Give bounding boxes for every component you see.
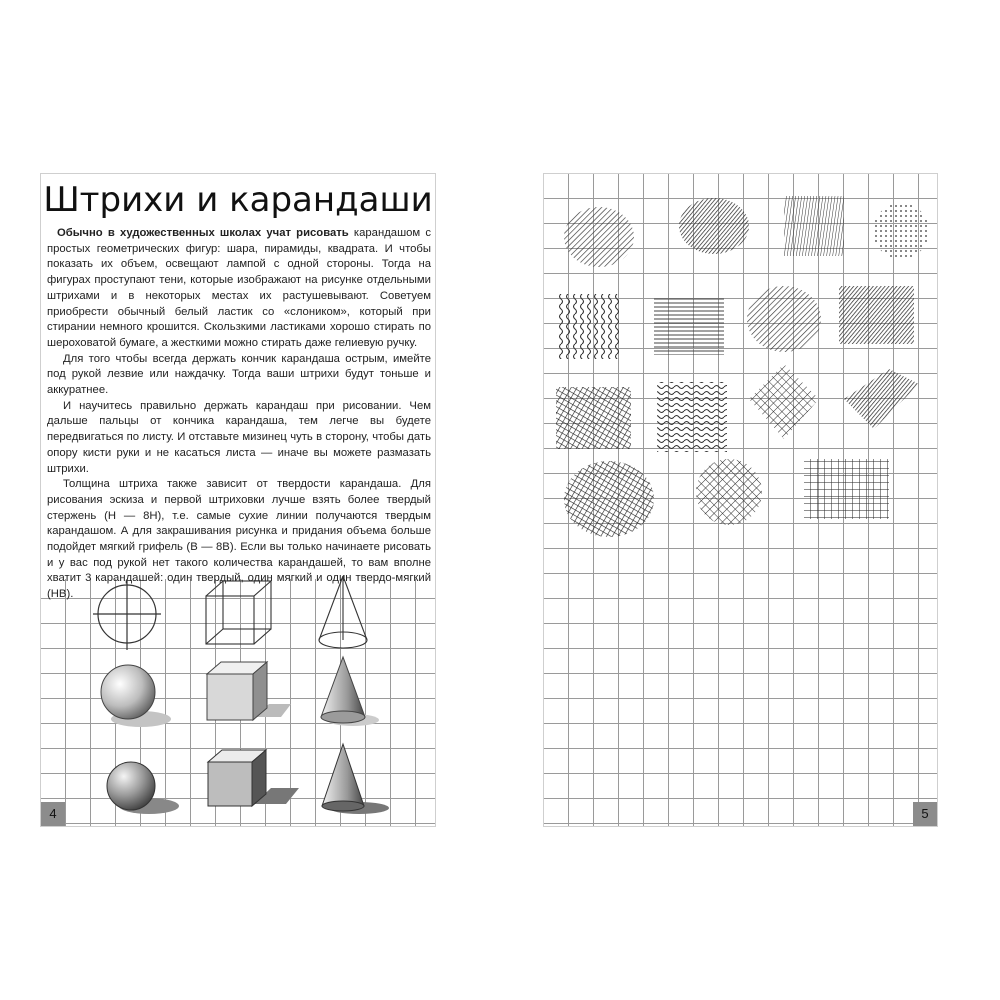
sphere-shaded — [101, 665, 171, 727]
hatch-sample-dense-block — [839, 286, 914, 344]
hatch-sample-vertical-waves — [559, 294, 619, 359]
hatching-samples — [544, 174, 937, 826]
sphere-dark — [107, 762, 179, 814]
cube-sketch — [206, 581, 271, 644]
hatch-sample-vertical — [784, 196, 844, 256]
paragraph-1-lead: Обычно в художественных школах учат рисовать — [57, 227, 349, 239]
left-page — [40, 173, 436, 827]
cube-shaded — [207, 662, 291, 720]
hatch-sample-circle-grid — [696, 459, 762, 525]
hatch-sample-diagonal — [564, 207, 634, 267]
hatch-sample-dense-diagonal — [679, 198, 749, 254]
cube-dark — [208, 750, 299, 806]
hatch-sample-tilted-block — [844, 369, 919, 429]
hatch-sample-diamond-grid — [749, 364, 819, 439]
cone-shaded — [321, 657, 379, 726]
hatch-sample-waves — [657, 382, 727, 452]
hatch-sample-crosshatch — [556, 387, 631, 449]
geometric-figures-illustration — [41, 174, 435, 826]
page-number: 4 — [41, 802, 65, 826]
right-page — [543, 173, 938, 827]
paragraph-4: Толщина штриха также зависит от твердости карандаша. Для рисования эскиза и первой штриховки лучше взять более твердый стержень (Н — 8Н), т.е. самые сухие линии получаются твердым карандашом. А для закрашивания рисунка и придания объема больше подойдет мягкий грифель (В — 8В). Если вы только начинаете рисовать и у вас под рукой нет такого количества карандашей, то вам вполне хватит 3 карандашей: один твердый, один мягкий и один твердо-мягкий (НВ). — [47, 478, 431, 601]
page-number: 5 — [913, 802, 937, 826]
sphere-sketch — [93, 579, 161, 650]
paragraph-2: Для того чтобы всегда держать кончик карандаша острым, имейте под рукой лезвие или наждачку. Тогда ваши штрихи будут тоньше и аккуратнее. — [47, 352, 431, 397]
paragraph-1-rest: карандашом с простых геометрических фигур: шара, пирамиды, квадрата. И чтобы показать их объем, освещают лампой с одной стороны. Тогда на фигурах проступают тени, которые изображают на рисунке отдельными штрихами и в некоторых местах их растушевывают. Советуем приобрести обычный белый ластик со «слоником», который при стирании немного крошится. Скользкими ластиками хорошо стирать по шероховатой бумаге, а жесткими можно стирать даже гелиевую ручку. — [47, 227, 431, 349]
paragraph-3: И научитесь правильно держать карандаш при рисовании. Чем дальше пальцы от кончика карандаша, тем легче вы будете передвигаться по листу. И отставьте мизинец чуть в сторону, чтобы дать опору кисти руки и не касаться листа — иначе вы можете размазать штрихи. — [47, 399, 431, 475]
page-title: Штрихи и карандаши — [43, 180, 433, 220]
cone-dark — [322, 744, 389, 814]
hatch-sample-oval-diagonal — [747, 286, 821, 352]
hatch-sample-large-crosshatch — [564, 461, 654, 537]
cone-sketch — [319, 576, 367, 648]
hatch-sample-horizontal — [654, 297, 724, 355]
hatch-sample-square-grid — [804, 459, 889, 519]
hatch-sample-stipple — [873, 203, 929, 259]
